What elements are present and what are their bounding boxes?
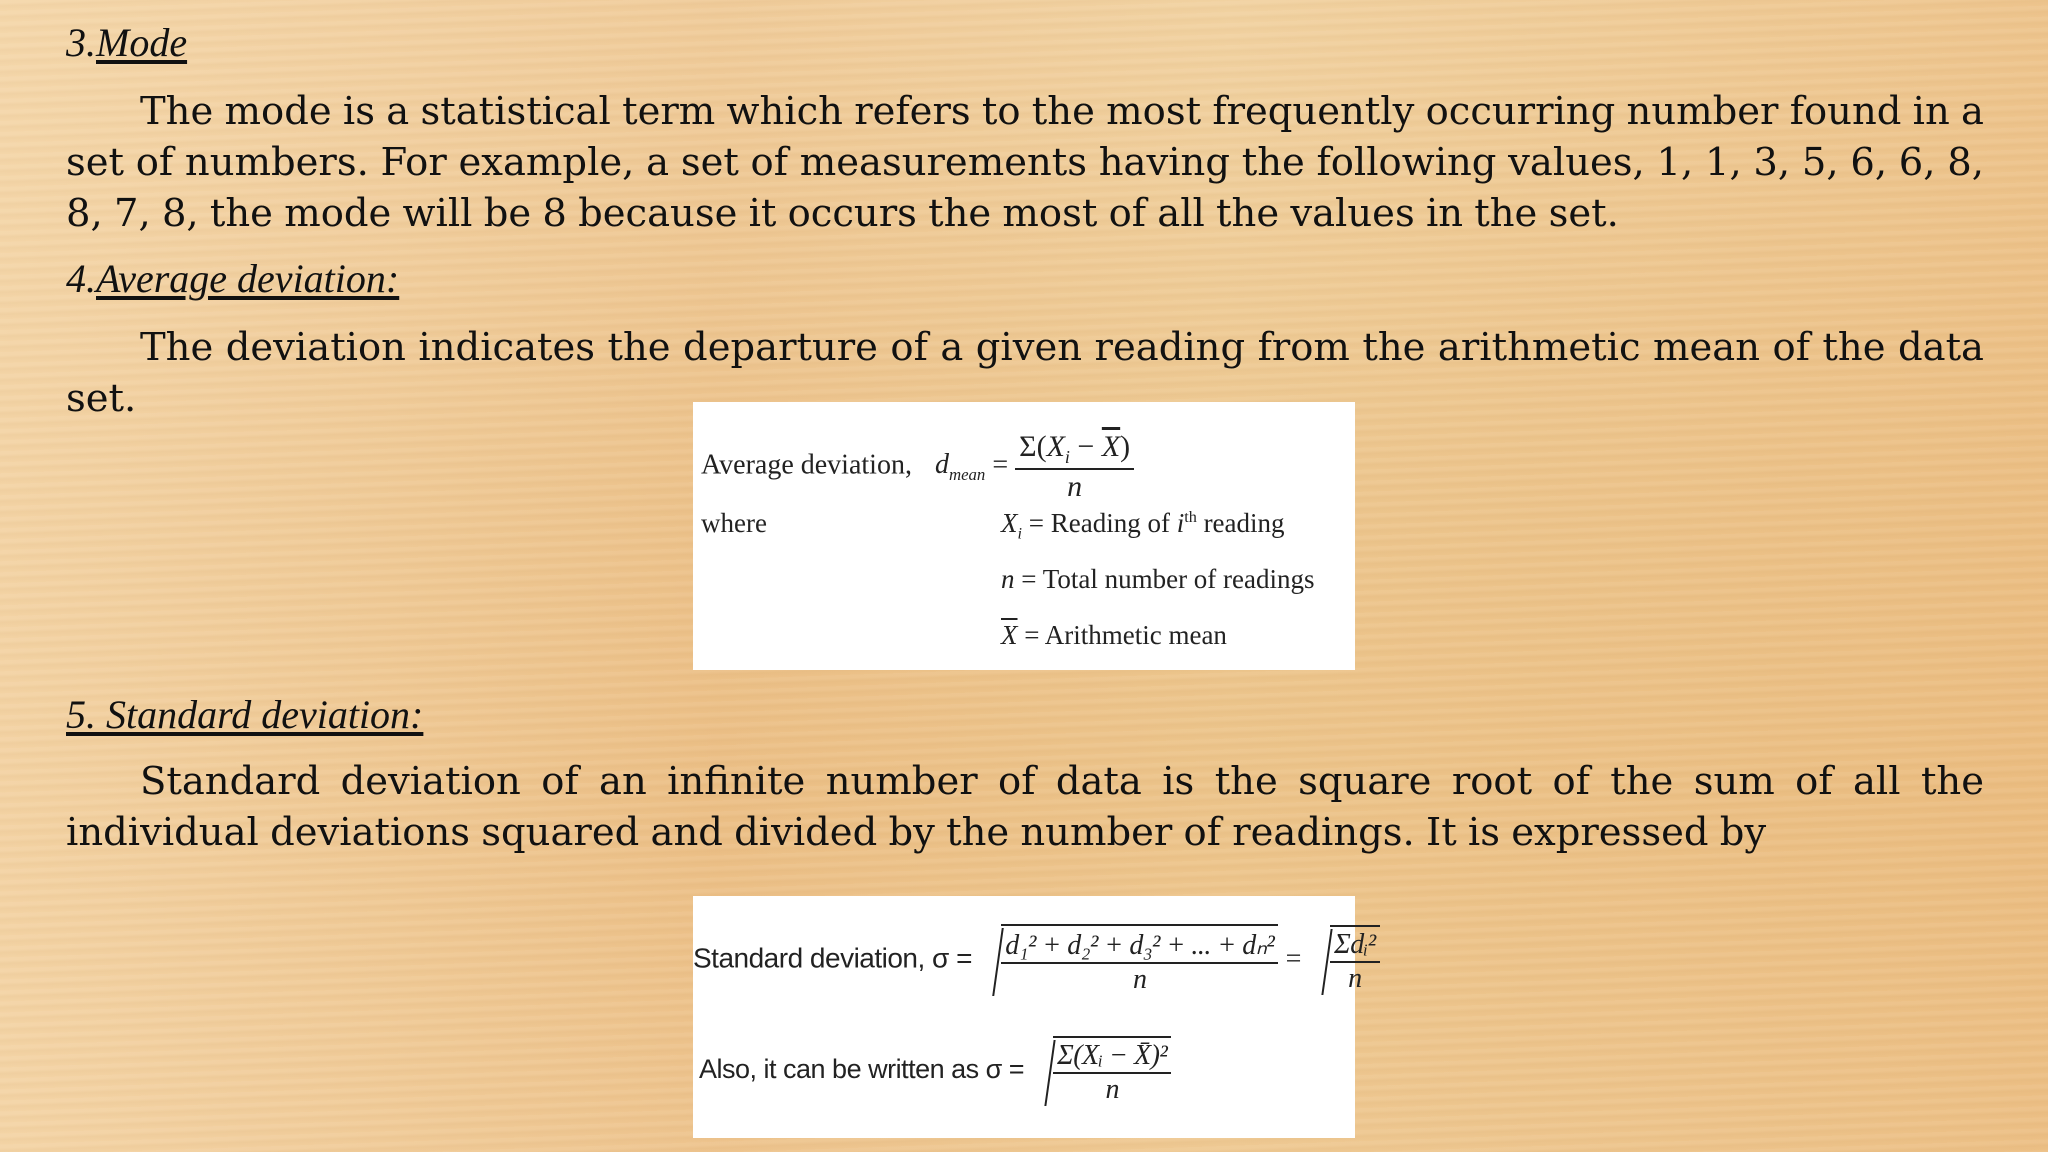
heading-standard-deviation-number: 5.: [66, 692, 106, 737]
sd-frac1: [1001, 928, 1278, 996]
paragraph-average-deviation: The deviation indicates the departure of a given reading from the arithmetic mean of the data set.: [66, 325, 1984, 421]
avg-formula-label: Average deviation,: [701, 449, 912, 481]
sd-num3: Σ(Xᵢ − X̄)²: [1053, 1040, 1171, 1074]
def1-text-post: reading: [1196, 508, 1285, 538]
sd-sqrt3: [1031, 1036, 1171, 1106]
avg-num-sigma: Σ: [1019, 430, 1037, 463]
def1-sup: th: [1184, 508, 1197, 526]
sd-formula-label1: Standard deviation, σ =: [693, 942, 972, 974]
def2-symbol: n: [1001, 564, 1015, 594]
avg-formula-def3: [1001, 620, 1227, 651]
paragraph-mode: The mode is a statistical term which refers to the most frequently occurring number found in a set of numbers. For example, a set of measurements having the following values, 1, 1, 3, 5, 6, 6, 8, 8, 7, 8, the mode will be 8 because it occurs the most of all the values in the set.: [66, 89, 1984, 236]
heading-average-deviation-title: Average deviation:: [96, 256, 400, 301]
avg-formula-line: [701, 430, 1134, 504]
paragraph-standard-deviation: Standard deviation of an infinite number of data is the square root of the sum of all the individual deviations squared and divided by the number of readings. It is expressed by: [66, 759, 1984, 855]
heading-mode-title: Mode: [96, 20, 188, 65]
sd-den2: n: [1348, 963, 1362, 994]
avg-formula-fraction: [1015, 430, 1134, 504]
def1-symbol: X: [1001, 508, 1018, 538]
heading-standard-deviation-title: Standard deviation:: [106, 692, 424, 737]
standard-deviation-formula-image: [693, 896, 1376, 1138]
sd-formula-line2: [699, 1036, 1171, 1106]
sd-sqrt2: [1308, 925, 1379, 995]
sd-sqrt1: [979, 924, 1278, 996]
sd-frac2: [1330, 929, 1379, 995]
def1-i: i: [1176, 508, 1185, 538]
avg-formula-numerator: $\Sigma(X_i - \overline{X})$: [1015, 430, 1134, 470]
sd-formula-line1: [693, 924, 1380, 996]
heading-mode: [66, 20, 187, 66]
heading-average-deviation: [66, 256, 399, 302]
sd-num1: d₁² + d₂² + d₃² + ... + dₙ²: [1001, 928, 1278, 964]
sd-den3: n: [1105, 1074, 1119, 1105]
sd-formula-label2: Also, it can be written as σ =: [699, 1054, 1025, 1085]
sd-eq2: =: [1285, 943, 1301, 975]
def2-text: = Total number of readings: [1014, 564, 1315, 594]
heading-mode-number: 3.: [66, 20, 96, 65]
heading-average-deviation-number: 4.: [66, 256, 96, 301]
avg-num-x: X: [1046, 430, 1065, 463]
avg-num-i: i: [1064, 447, 1070, 467]
average-deviation-formula-image: [693, 402, 1355, 670]
def3-text: = Arithmetic mean: [1017, 620, 1227, 650]
avg-num-xbar: $\overline{X}$: [1101, 430, 1121, 463]
avg-num-minus: −: [1069, 430, 1102, 463]
sd-num2: Σdᵢ²: [1330, 929, 1379, 963]
avg-formula-denominator: n: [1067, 470, 1083, 503]
avg-formula-equals: =: [992, 449, 1009, 481]
def1-text-pre: = Reading of: [1022, 508, 1177, 538]
def3-symbol: $\overline{X}$: [1001, 620, 1018, 650]
avg-formula-d-sub: mean: [948, 465, 986, 485]
heading-standard-deviation: [66, 692, 423, 738]
sd-den1: n: [1133, 964, 1147, 995]
def1-sub: i: [1017, 524, 1022, 543]
avg-formula-def1: [1001, 508, 1285, 543]
sd-frac3: [1053, 1040, 1171, 1106]
avg-formula-def2: [1001, 564, 1315, 595]
avg-formula-where: where: [701, 508, 767, 538]
avg-formula-d: d: [934, 449, 949, 481]
